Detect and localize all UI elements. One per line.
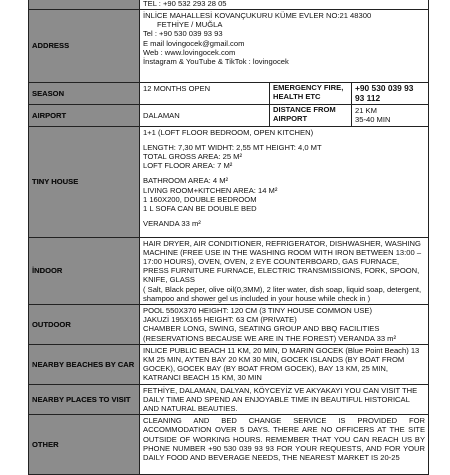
tiny-house-line: TOTAL GROSS AREA: 25 M² (143, 152, 243, 161)
emergency-value: +90 530 039 93 93 112 (352, 83, 429, 105)
row-places (29, 384, 429, 415)
tiny-house-line: LIVING ROOM+KITCHEN AREA: 14 M² (143, 185, 278, 195)
places-value (140, 384, 429, 415)
season-label: SEASON (29, 83, 140, 105)
other-label: OTHER (29, 415, 140, 475)
tiny-house-line: LENGTH: 7,30 MT WIDHT: 2,55 MT HEIGHT: 4,0 MT (143, 142, 322, 152)
address-value (140, 10, 429, 83)
tiny-house-line: 1 160X200, DOUBLE BEDROOM (143, 194, 257, 204)
indoor-text-extra: ( Salt, Black peper, olive oil(0,3MM), 2 liter water, dish soap, liquid soap, detergent, shampoo and shower gel us included in your house while check in ) (143, 284, 424, 303)
address-web: Web : www.lovingocek.com (143, 47, 236, 57)
season-value: 12 MONTHS OPEN (140, 83, 270, 105)
address-email: E mail lovingocek@gmail.com (143, 38, 245, 48)
row-tiny-house (29, 126, 429, 237)
emergency-label: EMERGENCY FIRE, HEALTH ETC (270, 83, 352, 105)
indoor-value (140, 237, 429, 304)
row-outdoor (29, 305, 429, 345)
indoor-label: İNDOOR (29, 237, 140, 304)
airport-value: DALAMAN (140, 105, 270, 126)
outdoor-line: CHAMBER LONG, SWING, SEATING GROUP AND BBQ FACILITIES (RESERVATIONS BECAUSE WE ARE IN THE FOREST) VERANDA 33 m² (143, 324, 397, 343)
tel-top-value (140, 0, 429, 10)
distance-label: DISTANCE FROM AIRPORT (270, 105, 352, 126)
distance-min: 35-40 MIN (355, 115, 391, 125)
indoor-text: HAIR DRYER, AIR CONDITIONER, REFRIGERATOR, DISHWASHER, WASHING MACHINE (FREE USE IN THE WASHING ROOM WITH IRON BETWEEN 13:00 – 17:00 HOURS), OVEN, OVEN, 2 EYE COUNTERBOARD, GAS FURNACE, PRESS FURNITURE FURNACE, ELECTRIC TRANSMISSIONS, FORK, SPOON, KNIFE, GLASS (143, 238, 424, 285)
row-airport (29, 105, 429, 126)
tiny-house-line: LOFT FLOOR AREA: 7 M² (143, 161, 233, 171)
distance-value (352, 105, 429, 126)
address-label: ADDRESS (29, 10, 140, 83)
places-text: FETHİYE, DALAMAN, DALYAN, KÖYCEYİZ VE AKYAKAYI YOU CAN VISIT THE DAILY TIME AND SPEND AN ENJOYABLE TIME IN BEAUTIFUL HISTORICAL AND NATURAL BEAUTIES. (143, 385, 420, 414)
tiny-house-line: VERANDA 33 m² (143, 219, 201, 229)
row-tel-top (29, 0, 429, 10)
address-social: İnstagram & YouTube & TikTok : lovingocek (143, 57, 289, 67)
outdoor-value (140, 305, 429, 345)
other-value (140, 415, 429, 475)
outdoor-line: POOL 550X370 HEIGHT: 120 CM (3 TINY HOUSE COMMON USE) (143, 306, 373, 316)
tel-top-text: TEL : +90 532 293 28 05 (143, 0, 227, 8)
row-season (29, 83, 429, 105)
row-beaches (29, 344, 429, 384)
tel-top-label-cell (29, 0, 140, 10)
airport-label: AIRPORT (29, 105, 140, 126)
row-indoor (29, 237, 429, 304)
tiny-house-label: TINY HOUSE (29, 126, 140, 237)
beaches-label: NEARBY BEACHES BY CAR (29, 344, 140, 384)
tiny-house-line: 1 L SOFA CAN BE DOUBLE BED (143, 204, 257, 214)
address-phone: Tel : +90 530 039 93 93 (143, 29, 223, 39)
tiny-house-line: BATHROOM AREA: 4 M² (143, 176, 229, 186)
places-label: NEARBY PLACES TO VISIT (29, 384, 140, 415)
address-line: FETHİYE / MUĞLA (157, 20, 223, 30)
beaches-text: INLICE PUBLIC BEACH 11 KM, 20 MIN, D MARIN GOCEK (Blue Point Beach) 13 KM 25 MIN, AYTEN BAY 20 KM 30 MIN, GOCEK ISLANDS (BY BOAT FROM GOCEK), GOCEK BAY (BY BOAT FROM GOCEK), BAY 13 KM, 25 MIN, KATRANCI BEACH 15 KM, 30 MIN (143, 345, 422, 383)
beaches-value (140, 344, 429, 384)
row-other (29, 415, 429, 475)
tiny-house-line: 1+1 (LOFT FLOOR BEDROOM, OPEN KITCHEN) (143, 127, 314, 137)
info-table (28, 0, 429, 475)
outdoor-label: OUTDOOR (29, 305, 140, 345)
tiny-house-value (140, 126, 429, 237)
other-text: CLEANING AND BED CHANGE SERVICE IS PROVIDED FOR ACCOMMODATION OVER 5 DAYS. THERE ARE NO OFFICERS AT THE SITE OUTSIDE OF WORKING HOURS. REMEMBER THAT YOU CAN REACH US BY PHONE NUMBER +90 530 039 93 93 FOR YOUR REQUESTS, AND FOR YOUR DAILY FOOD AND BEVERAGE NEEDS, THE NEAREST MARKET IS 20-25 (143, 416, 426, 463)
row-address (29, 10, 429, 83)
distance-km: 21 KM (355, 106, 377, 116)
address-line: İNLİCE MAHALLESİ KOVANÇUKURU KÜME EVLER NO:21 48300 (143, 11, 372, 20)
outdoor-line: JAKUZİ 195X165 HEIGHT: 63 CM (PRIVATE) (143, 315, 297, 325)
